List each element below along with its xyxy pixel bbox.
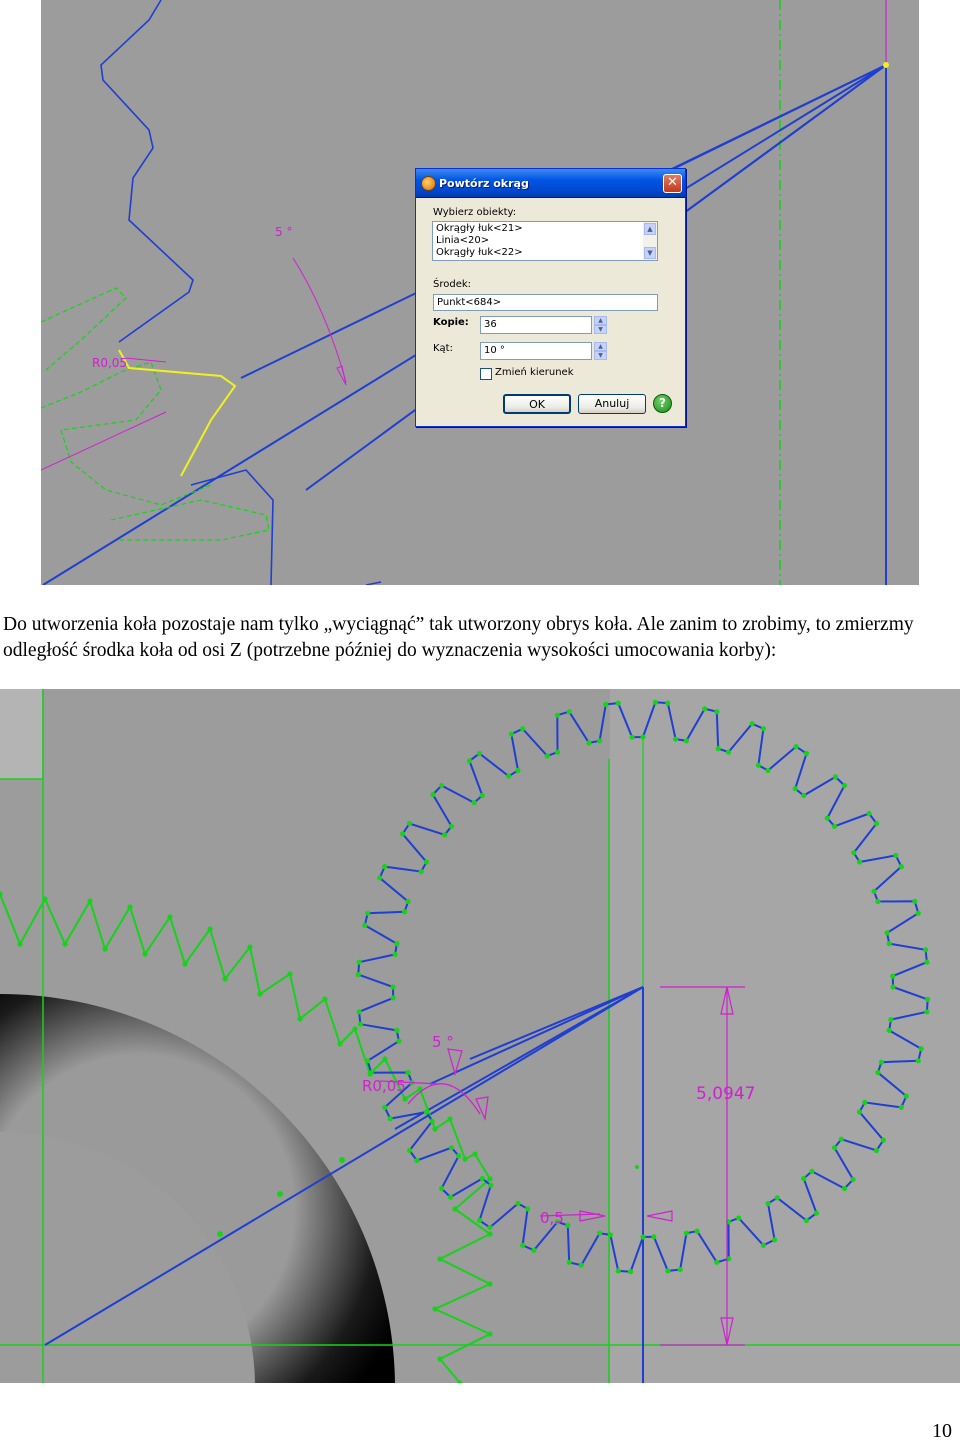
gear-point bbox=[430, 1119, 435, 1124]
gear-point bbox=[515, 768, 520, 773]
help-icon[interactable]: ? bbox=[653, 394, 672, 413]
gear-point bbox=[881, 1138, 886, 1143]
gear-point bbox=[871, 889, 876, 894]
gear-point bbox=[449, 1145, 454, 1150]
angle-label: 5 ° bbox=[275, 225, 293, 239]
gear-point bbox=[586, 740, 591, 745]
gear-point bbox=[839, 1137, 844, 1142]
gear-point bbox=[358, 1022, 363, 1027]
gear-point bbox=[842, 1186, 847, 1191]
gear-point bbox=[640, 734, 645, 739]
body-paragraph: Do utworzenia koła pozostaje nam tylko „wyciągnąć” tak utworzony obrys koła. Ale zanim to zrobimy, to zmierzmy odległość środka koła od osi Z (potrzebne później do wyznaczenia wysokości umocowania korby): bbox=[3, 614, 914, 661]
rack-point bbox=[102, 946, 107, 951]
gear-point bbox=[832, 1145, 837, 1150]
gear-point bbox=[467, 758, 472, 763]
gear-point bbox=[678, 1267, 683, 1272]
gear-point bbox=[665, 1268, 670, 1273]
gear-point bbox=[357, 960, 362, 965]
rack-point bbox=[127, 904, 132, 909]
gear-point bbox=[402, 909, 407, 914]
close-button[interactable]: ✕ bbox=[663, 174, 682, 193]
gear-point bbox=[480, 793, 485, 798]
app-icon bbox=[421, 176, 436, 191]
gear-point bbox=[472, 800, 477, 805]
rack-point bbox=[472, 1151, 477, 1156]
gear-point bbox=[487, 1225, 492, 1230]
gear-point bbox=[842, 783, 847, 788]
gear-point bbox=[714, 709, 719, 714]
rack-point bbox=[487, 1331, 492, 1336]
gear-point bbox=[377, 875, 382, 880]
gear-point bbox=[579, 1263, 584, 1268]
radius-label: R0,05 bbox=[92, 356, 128, 370]
angle-label-top: 5 ° bbox=[432, 1033, 454, 1051]
angle-label: Kąt: bbox=[433, 343, 453, 354]
rack-point bbox=[432, 1126, 437, 1131]
rack-point bbox=[487, 1281, 492, 1286]
gear-point bbox=[857, 859, 862, 864]
spin-down-icon[interactable]: ▼ bbox=[594, 325, 607, 334]
center-label: Środek: bbox=[433, 279, 472, 290]
list-item[interactable]: Okrągły łuk<22> bbox=[436, 247, 523, 258]
angle-label-bottom: 0,5 bbox=[540, 1209, 564, 1227]
reverse-direction-checkbox[interactable] bbox=[480, 368, 492, 380]
light-region bbox=[610, 689, 960, 1383]
gear-point bbox=[695, 1229, 700, 1234]
rack-point bbox=[247, 944, 252, 949]
gear-point bbox=[890, 974, 895, 979]
gear-point bbox=[716, 746, 721, 751]
gear-point bbox=[765, 1201, 770, 1206]
gear-point bbox=[893, 853, 898, 858]
rack-point bbox=[167, 914, 172, 919]
gear-point bbox=[925, 997, 930, 1002]
gear-point bbox=[630, 735, 635, 740]
gear-point bbox=[477, 751, 482, 756]
select-objects-label: Wybierz obiekty: bbox=[433, 207, 517, 218]
gear-point bbox=[506, 774, 511, 779]
rack-point bbox=[352, 1026, 357, 1031]
cad-screenshot-bottom bbox=[0, 689, 960, 1383]
spin-up-icon[interactable]: ▲ bbox=[594, 342, 607, 351]
gear-point bbox=[887, 1028, 892, 1033]
gear-point bbox=[665, 701, 670, 706]
light-region bbox=[0, 689, 42, 779]
gear-point bbox=[394, 941, 399, 946]
scroll-down-icon[interactable]: ▼ bbox=[644, 247, 656, 259]
rack-point bbox=[382, 1056, 387, 1061]
gear-point bbox=[407, 1148, 412, 1153]
gear-point bbox=[365, 911, 370, 916]
rack-point bbox=[432, 1306, 437, 1311]
gear-point bbox=[439, 1186, 444, 1191]
gear-point bbox=[628, 1269, 633, 1274]
gear-point bbox=[904, 1094, 909, 1099]
gear-point bbox=[597, 738, 602, 743]
gear-point bbox=[825, 816, 830, 821]
gear-point bbox=[515, 1201, 520, 1206]
gear-point bbox=[567, 1260, 572, 1265]
gear-point bbox=[765, 768, 770, 773]
center-point bbox=[883, 62, 889, 68]
gear-point bbox=[916, 911, 921, 916]
gear-point bbox=[400, 831, 405, 836]
gear-point bbox=[814, 1211, 819, 1216]
gear-point bbox=[887, 941, 892, 946]
ok-button[interactable]: OK bbox=[503, 394, 571, 414]
cad-drawing-bottom bbox=[0, 689, 960, 1383]
gear-point bbox=[545, 753, 550, 758]
gear-point bbox=[801, 793, 806, 798]
gear-point bbox=[890, 984, 895, 989]
gear-point bbox=[396, 1039, 401, 1044]
gear-point bbox=[851, 850, 856, 855]
rack-point bbox=[437, 1256, 442, 1261]
gear-point bbox=[391, 995, 396, 1000]
gear-point bbox=[419, 869, 424, 874]
gear-point bbox=[879, 1060, 884, 1065]
gear-point bbox=[531, 1248, 536, 1253]
gear-point bbox=[407, 821, 412, 826]
page-number: 10 bbox=[932, 1420, 952, 1442]
rack-point bbox=[17, 941, 22, 946]
cad-screenshot-top bbox=[41, 0, 919, 585]
gear-point bbox=[597, 1231, 602, 1236]
gear-point bbox=[442, 832, 447, 837]
gear-point bbox=[393, 952, 398, 957]
repeat-circle-dialog bbox=[415, 168, 686, 427]
gear-point bbox=[565, 1223, 570, 1228]
rack-point bbox=[487, 1176, 492, 1181]
reverse-direction-label: Zmień kierunek bbox=[495, 367, 574, 378]
gear-point bbox=[477, 1218, 482, 1223]
gear-point bbox=[684, 1231, 689, 1236]
dialog-title: Powtórz okrąg bbox=[439, 177, 529, 190]
gear-point bbox=[520, 1243, 525, 1248]
gear-point bbox=[916, 1058, 921, 1063]
gear-point bbox=[761, 726, 766, 731]
copies-label: Kopie: bbox=[433, 317, 469, 328]
gear-point bbox=[756, 763, 761, 768]
angle-spinner[interactable] bbox=[594, 342, 607, 360]
rack-point bbox=[447, 1116, 452, 1121]
gear-point bbox=[899, 864, 904, 869]
rack-point bbox=[402, 1096, 407, 1101]
gear-point bbox=[793, 786, 798, 791]
gear-point bbox=[480, 1176, 485, 1181]
rack-point bbox=[87, 898, 92, 903]
gear-point bbox=[509, 732, 514, 737]
gear-point bbox=[365, 1058, 370, 1063]
gear-point bbox=[923, 947, 928, 952]
gear-point bbox=[833, 774, 838, 779]
dimension-value: 5,0947 bbox=[696, 1084, 756, 1104]
gear-point bbox=[924, 960, 929, 965]
gear-point bbox=[874, 1148, 879, 1153]
rack-point bbox=[207, 926, 212, 931]
gear-point bbox=[651, 1234, 656, 1239]
gear-point bbox=[424, 859, 429, 864]
objects-listbox[interactable] bbox=[432, 221, 658, 261]
gear-point bbox=[804, 751, 809, 756]
gear-point bbox=[567, 709, 572, 714]
gear-point bbox=[430, 792, 435, 797]
gear-point bbox=[382, 1105, 387, 1110]
gear-point bbox=[390, 984, 395, 989]
gear-point bbox=[736, 1215, 741, 1220]
gear-point bbox=[862, 1100, 867, 1105]
list-item[interactable]: Linia<20> bbox=[436, 235, 490, 246]
cancel-button[interactable]: Anuluj bbox=[578, 394, 646, 414]
gear-point bbox=[525, 1206, 530, 1211]
gear-point bbox=[414, 1158, 419, 1163]
gear-point bbox=[885, 930, 890, 935]
gear-point bbox=[616, 701, 621, 706]
gear-point bbox=[912, 899, 917, 904]
gear-point bbox=[875, 1070, 880, 1075]
rack-point bbox=[62, 941, 67, 946]
gear-point bbox=[702, 706, 707, 711]
gear-point bbox=[775, 1195, 780, 1200]
gear-point bbox=[424, 1109, 429, 1114]
gear-point bbox=[772, 1237, 777, 1242]
gear-point bbox=[555, 713, 560, 718]
center-field[interactable]: Punkt<684> bbox=[433, 294, 658, 311]
gear-point bbox=[603, 702, 608, 707]
gear-point bbox=[616, 1268, 621, 1273]
rack-point bbox=[437, 1356, 442, 1361]
gear-point bbox=[750, 721, 755, 726]
gear-point bbox=[794, 744, 799, 749]
gear-point bbox=[899, 1105, 904, 1110]
rack-point bbox=[322, 996, 327, 1001]
copies-field[interactable]: 36 bbox=[480, 316, 592, 334]
gear-point bbox=[875, 899, 880, 904]
gear-point bbox=[369, 1070, 374, 1075]
gear-point bbox=[673, 737, 678, 742]
rack-point bbox=[182, 961, 187, 966]
gear-point bbox=[801, 1176, 806, 1181]
gear-point bbox=[439, 783, 444, 788]
gear-point bbox=[888, 1017, 893, 1022]
gear-point bbox=[362, 923, 367, 928]
spin-up-icon[interactable]: ▲ bbox=[594, 316, 607, 325]
radius-label: R0,05 bbox=[362, 1077, 406, 1095]
gear-point bbox=[919, 1046, 924, 1051]
rack-point bbox=[142, 951, 147, 956]
gear-point bbox=[832, 824, 837, 829]
rack-point bbox=[42, 896, 47, 901]
gear-point bbox=[867, 811, 872, 816]
gear-point bbox=[356, 972, 361, 977]
scroll-up-icon[interactable]: ▲ bbox=[644, 223, 656, 235]
gear-point bbox=[357, 1009, 362, 1014]
dialog-titlebar[interactable] bbox=[416, 169, 685, 198]
gear-point bbox=[653, 700, 658, 705]
gear-point bbox=[804, 1218, 809, 1223]
gear-point bbox=[406, 899, 411, 904]
rack-point bbox=[337, 1041, 342, 1046]
gear-point bbox=[406, 1070, 411, 1075]
rack-point bbox=[287, 971, 292, 976]
rack-point bbox=[257, 991, 262, 996]
gear-point bbox=[640, 1234, 645, 1239]
gear-point bbox=[488, 1183, 493, 1188]
gear-point bbox=[726, 750, 731, 755]
gear-point bbox=[608, 1232, 613, 1237]
gear-point bbox=[851, 1177, 856, 1182]
gear-point bbox=[520, 726, 525, 731]
gear-point bbox=[809, 1169, 814, 1174]
rack-point bbox=[487, 1231, 492, 1236]
gear-point bbox=[684, 738, 689, 743]
copies-spinner[interactable] bbox=[594, 316, 607, 334]
angle-field[interactable]: 10 ° bbox=[480, 342, 592, 360]
gear-point bbox=[382, 864, 387, 869]
gear-point bbox=[449, 824, 454, 829]
gear-point bbox=[456, 1153, 461, 1158]
listbox-scrollbar[interactable] bbox=[643, 222, 657, 260]
spin-down-icon[interactable]: ▼ bbox=[594, 351, 607, 360]
gear-point bbox=[761, 1243, 766, 1248]
gear-point bbox=[448, 1195, 453, 1200]
rack-point bbox=[222, 976, 227, 981]
gear-point bbox=[857, 1109, 862, 1114]
gear-point bbox=[394, 1028, 399, 1033]
rack-point bbox=[297, 1016, 302, 1021]
gear-point bbox=[874, 821, 879, 826]
gear-point bbox=[555, 750, 560, 755]
gear-point bbox=[924, 1009, 929, 1014]
gear-point bbox=[388, 1116, 393, 1121]
rack-point bbox=[452, 1206, 457, 1211]
list-item[interactable]: Okrągły łuk<21> bbox=[436, 223, 523, 234]
rack-point bbox=[462, 1156, 467, 1161]
gear-point bbox=[714, 1260, 719, 1265]
